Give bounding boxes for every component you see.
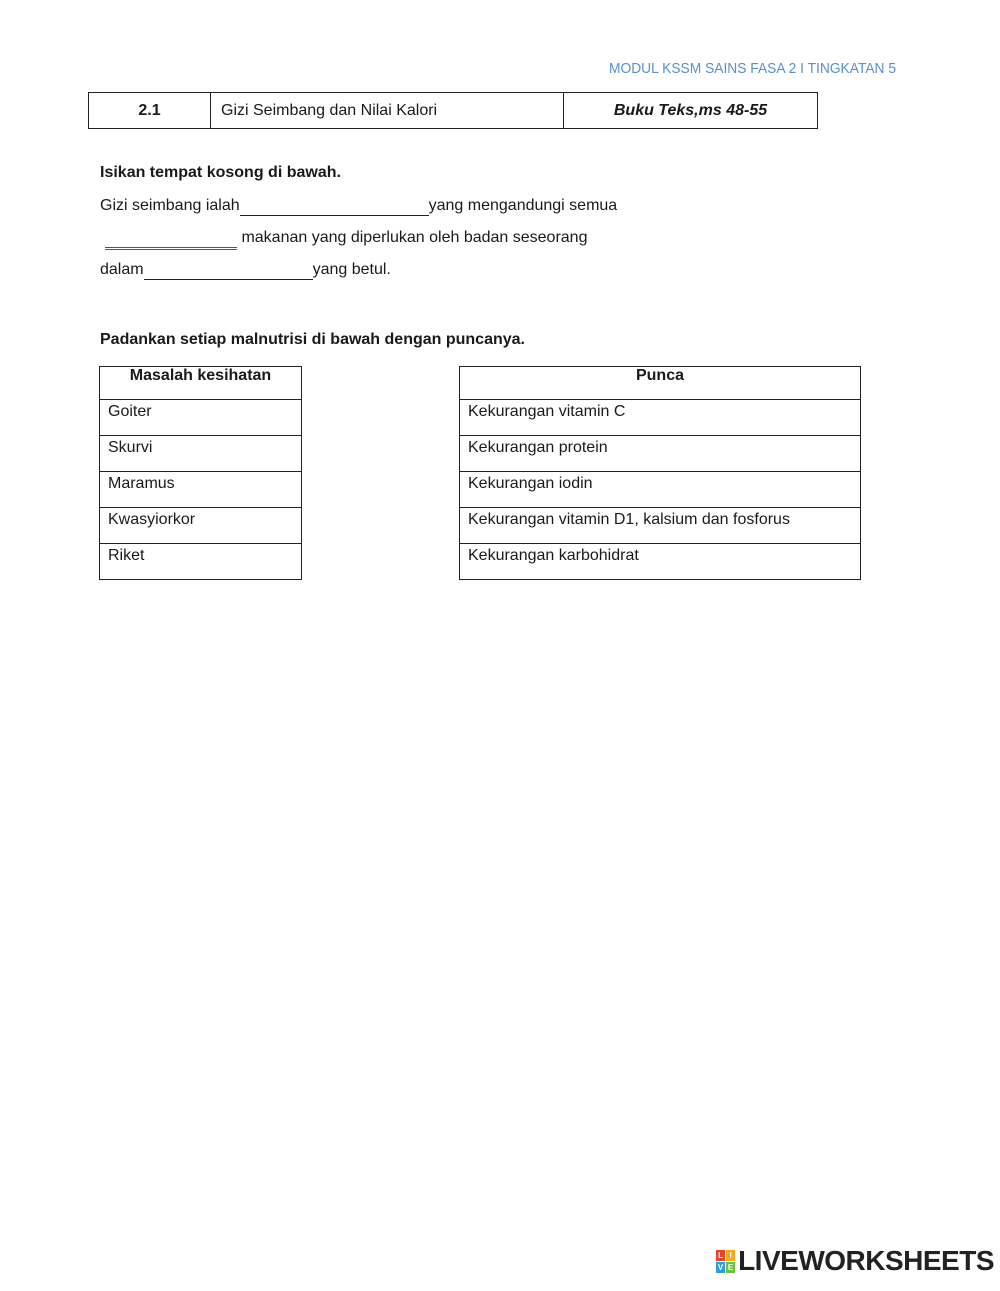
cause-item[interactable]: Kekurangan vitamin C: [460, 400, 861, 436]
fill-line-2: [100, 229, 587, 250]
fill-line-3-before: dalam: [100, 261, 144, 278]
fill-line-1-after: yang mengandungi semua: [428, 197, 618, 214]
logo-letter: L: [716, 1250, 725, 1261]
module-header: MODUL KSSM SAINS FASA 2 I TINGKATAN 5: [608, 60, 896, 77]
problem-item[interactable]: Maramus: [100, 472, 302, 508]
topic-table: [88, 92, 818, 129]
fill-line-1-before: Gizi seimbang ialah: [100, 197, 240, 214]
health-problems-table: [99, 366, 302, 580]
fill-line-1: [100, 197, 617, 216]
cause-item[interactable]: Kekurangan karbohidrat: [460, 544, 861, 580]
topic-number: 2.1: [89, 93, 211, 129]
topic-title: Gizi Seimbang dan Nilai Kalori: [211, 93, 564, 129]
logo-letter: E: [727, 1262, 734, 1272]
blank-field-1[interactable]: [240, 197, 429, 216]
fill-line-3-after: yang betul.: [312, 261, 391, 278]
fill-line-3: [100, 261, 391, 280]
fill-blank-instruction: Isikan tempat kosong di bawah.: [100, 164, 341, 181]
logo-letter: I: [726, 1250, 735, 1261]
cause-item[interactable]: Kekurangan vitamin D1, kalsium dan fosforus: [460, 508, 861, 544]
blank-field-2[interactable]: [105, 229, 237, 250]
problem-item[interactable]: Skurvi: [100, 436, 302, 472]
causes-table: [459, 366, 861, 580]
logo-icon: [716, 1250, 735, 1273]
problem-item[interactable]: Goiter: [100, 400, 302, 436]
liveworksheets-logo: [716, 1245, 994, 1277]
logo-letter: V: [717, 1262, 724, 1272]
health-problems-header: Masalah kesihatan: [100, 367, 302, 400]
logo-text: LIVEWORKSHEETS: [738, 1245, 994, 1276]
topic-reference: Buku Teks,ms 48-55: [564, 93, 818, 129]
fill-line-2-after: makanan yang diperlukan oleh badan seseorang: [237, 229, 588, 246]
causes-header: Punca: [460, 367, 861, 400]
cause-item[interactable]: Kekurangan protein: [460, 436, 861, 472]
cause-item[interactable]: Kekurangan iodin: [460, 472, 861, 508]
problem-item[interactable]: Kwasyiorkor: [100, 508, 302, 544]
match-instruction: Padankan setiap malnutrisi di bawah dengan puncanya.: [100, 331, 525, 348]
blank-field-3[interactable]: [144, 261, 313, 280]
problem-item[interactable]: Riket: [100, 544, 302, 580]
